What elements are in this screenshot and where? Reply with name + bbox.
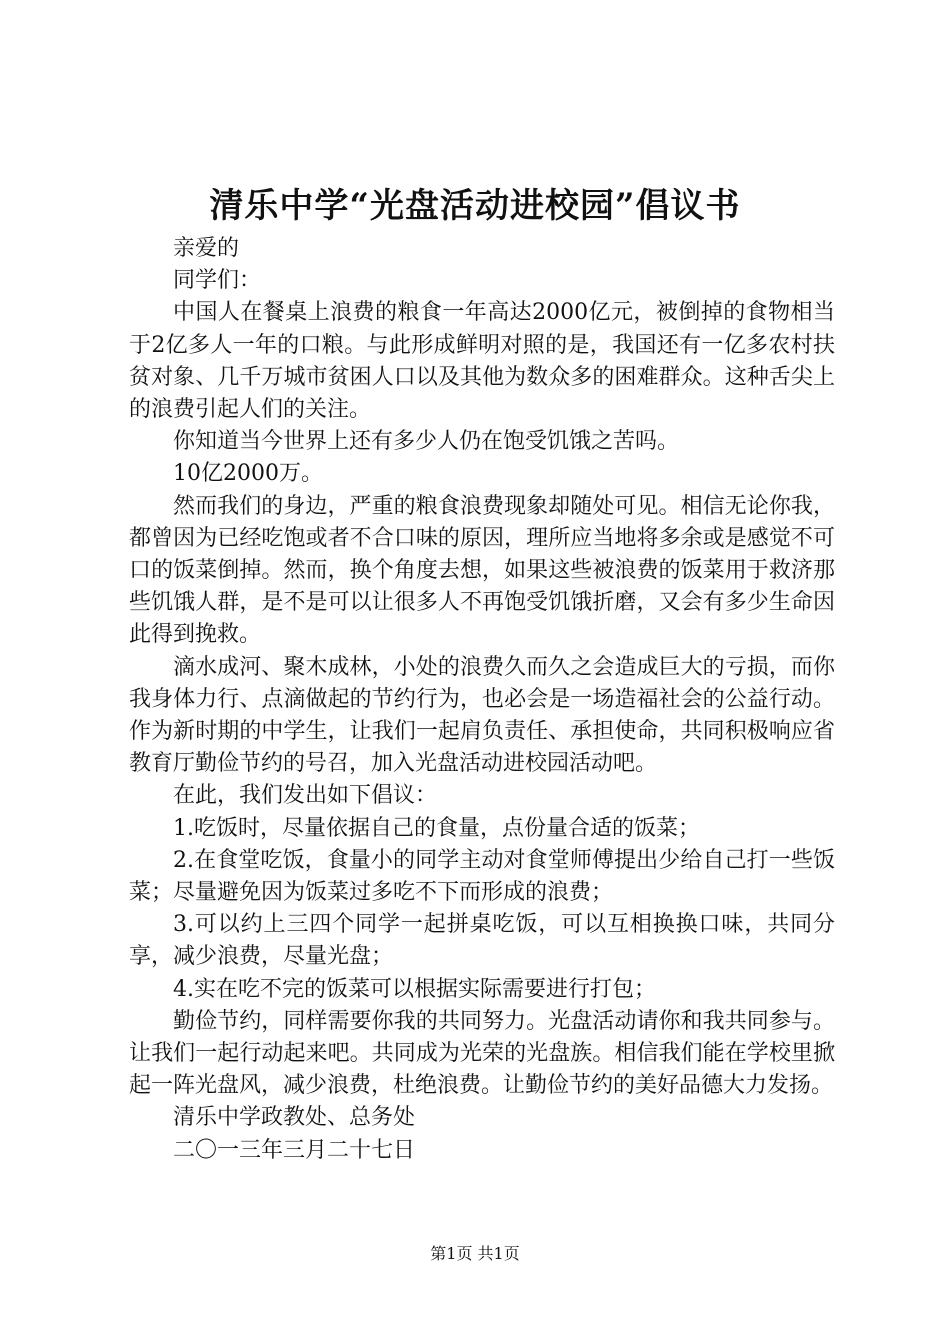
- paragraph-question: 你知道当今世界上还有多少人仍在饱受饥饿之苦吗。: [173, 429, 680, 455]
- salutation-line-1: 亲爱的: [173, 236, 240, 261]
- proposal-item-4: 4.实在吃不完的饭菜可以根据实际需要进行打包；: [173, 976, 656, 1002]
- document-title: 清乐中学“光盘活动进校园”倡议书: [209, 186, 741, 226]
- paragraph-call: 滴水成河、聚木成林，小处的浪费久而久之会造成巨大的亏损，而你我身体力行、点滴做起的节约行为，也必会是一场造福社会的公益行动。作为新时期的中学生，让我们一起肩负责任、承担使命，共同积极响应省教育厅勤俭节约的号召，加入光盘活动进校园活动吧。: [129, 654, 835, 777]
- proposal-item-3: 3.可以约上三四个同学一起拼桌吃饭，可以互相换换口味，共同分享，减少浪费，尽量光盘；: [129, 912, 835, 970]
- document-body: [129, 233, 835, 1167]
- salutation-line-2: 同学们：: [173, 268, 262, 294]
- paragraph-closing: 勤俭节约，同样需要你我的共同努力。光盘活动请你和我共同参与。让我们一起行动起来吧。共同成为光荣的光盘族。相信我们能在学校里掀起一阵光盘风，减少浪费，杜绝浪费。让勤俭节约的美好品德大力发扬。: [129, 1008, 835, 1099]
- paragraph-intro: 中国人在餐桌上浪费的粮食一年高达2000亿元，被倒掉的食物相当于2亿多人一年的口粮。与此形成鲜明对照的是，我国还有一亿多农村扶贫对象、几千万城市贫困人口以及其他为数众多的困难群众。这种舌尖上的浪费引起人们的关注。: [129, 300, 835, 423]
- proposal-item-2: 2.在食堂吃饭，食量小的同学主动对食堂师傅提出少给自己打一些饭菜；尽量避免因为饭菜过多吃不下而形成的浪费；: [129, 847, 835, 906]
- paragraph-proposal-intro: 在此，我们发出如下倡议：: [173, 783, 438, 809]
- page-number-footer: 第1页 共1页: [430, 1244, 520, 1263]
- signature-org: 清乐中学政教处、总务处: [173, 1105, 416, 1131]
- paragraph-waste: 然而我们的身边，严重的粮食浪费现象却随处可见。相信无论你我，都曾因为已经吃饱或者不合口味的原因，理所应当地将多余或是感觉不可口的饭菜倒掉。然而，换个角度去想，如果这些被浪费的饭菜用于救济那些饥饿人群，是不是可以让很多人不再饱受饥饿折磨，又会有多少生命因此得到挽救。: [129, 493, 835, 648]
- signature-date: 二〇一三年三月二十七日: [173, 1137, 416, 1163]
- paragraph-answer: 10亿2000万。: [173, 461, 323, 487]
- proposal-item-1: 1.吃饭时，尽量依据自己的食量，点份量合适的饭菜；: [173, 815, 700, 841]
